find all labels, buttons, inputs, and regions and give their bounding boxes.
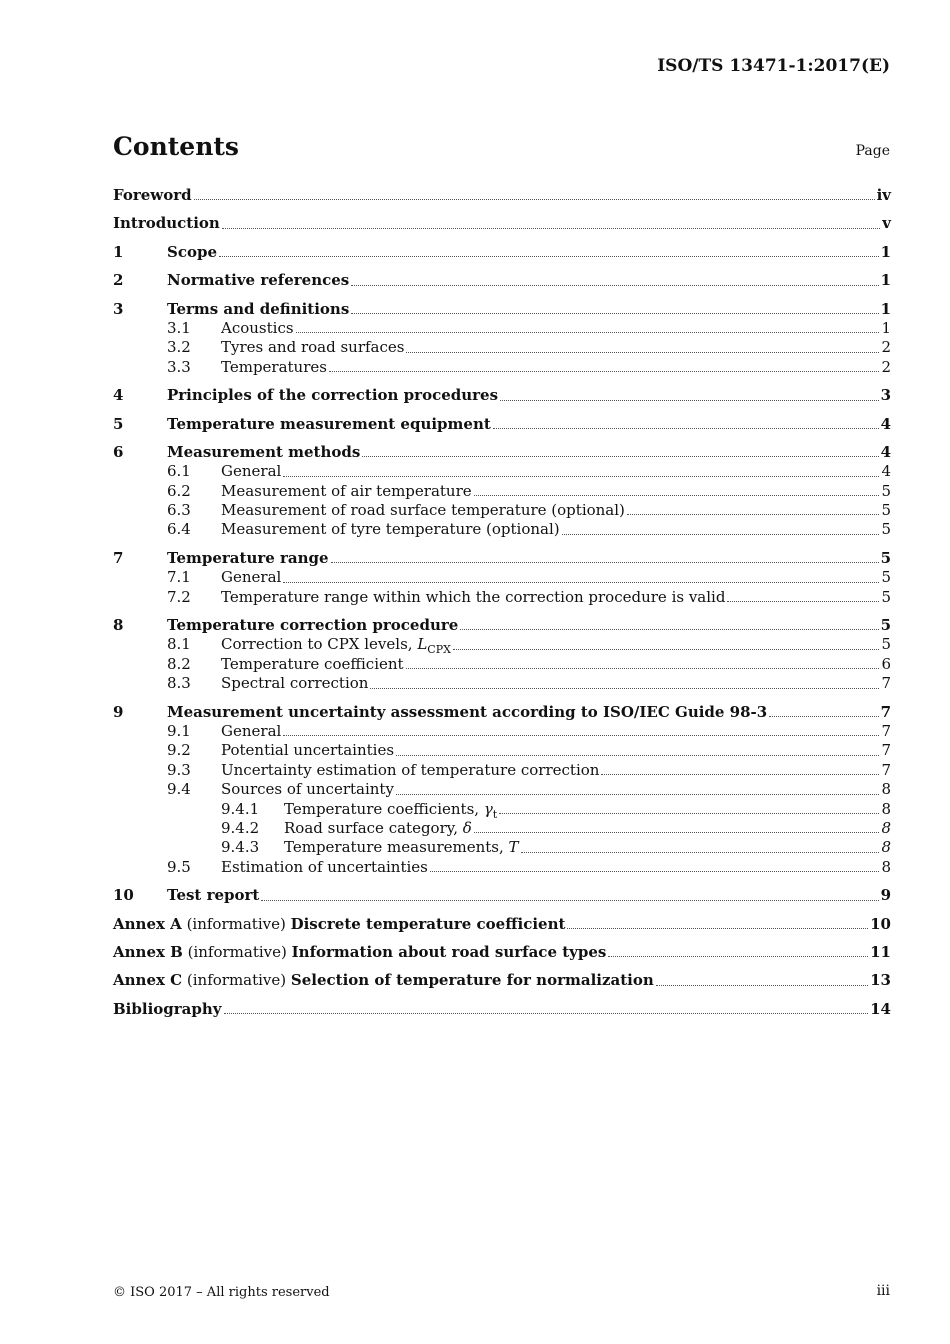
toc-title: Terms and definitions xyxy=(167,299,350,318)
toc-number: 5 xyxy=(113,414,124,433)
leader-dots xyxy=(222,227,880,229)
leader-dots xyxy=(396,793,880,795)
toc-entry-3-2[interactable] xyxy=(113,338,891,357)
toc-page: 1 xyxy=(880,299,891,318)
toc-page: 5 xyxy=(880,548,891,567)
math-symbol: T xyxy=(508,838,519,857)
toc-page: 8 xyxy=(881,780,891,799)
table-of-contents xyxy=(113,186,891,1019)
toc-number: 6.3 xyxy=(167,501,191,520)
toc-page: 1 xyxy=(880,271,891,290)
leader-dots xyxy=(283,734,879,736)
toc-title xyxy=(113,943,606,962)
toc-entry-2[interactable] xyxy=(113,271,891,290)
toc-title-text: Road surface category, xyxy=(284,818,463,837)
toc-entry-7-2[interactable] xyxy=(113,588,891,607)
leader-dots xyxy=(608,955,868,957)
toc-entry-6-2[interactable] xyxy=(113,482,891,501)
copyright-notice: © ISO 2017 – All rights reserved xyxy=(113,1285,330,1300)
toc-page: 2 xyxy=(881,338,891,357)
toc-entry-foreword[interactable] xyxy=(113,186,891,205)
leader-dots xyxy=(521,851,880,853)
toc-number: 3.2 xyxy=(167,338,191,357)
toc-page: 7 xyxy=(881,721,891,740)
leader-dots xyxy=(406,667,880,669)
toc-title xyxy=(284,819,472,838)
toc-number: 7.2 xyxy=(167,587,191,606)
toc-page: iv xyxy=(876,186,891,204)
toc-page: 5 xyxy=(880,616,891,635)
toc-page: 1 xyxy=(881,318,891,337)
leader-dots xyxy=(430,870,880,872)
toc-title: Normative references xyxy=(167,271,350,290)
toc-title-text: Correction to CPX levels, xyxy=(221,635,418,654)
toc-entry-9-5[interactable] xyxy=(113,858,891,877)
toc-title: Temperature range xyxy=(167,548,329,567)
toc-title: Temperature measurement equipment xyxy=(167,414,491,433)
leader-dots xyxy=(283,581,879,583)
toc-title: Measurement of air temperature xyxy=(221,481,472,500)
toc-entry-3-1[interactable] xyxy=(113,319,891,338)
toc-entry-9-4-3[interactable] xyxy=(113,838,891,857)
toc-entry-annex-c[interactable] xyxy=(113,971,891,990)
annex-label: Annex B xyxy=(113,942,183,961)
leader-dots xyxy=(601,773,879,775)
math-symbol: γ xyxy=(483,799,493,818)
leader-dots xyxy=(500,399,879,401)
toc-page: 5 xyxy=(881,481,891,500)
toc-number: 9.4.3 xyxy=(221,838,260,857)
math-symbol: δ xyxy=(462,818,472,837)
leader-dots xyxy=(656,984,868,986)
leader-dots xyxy=(370,687,879,689)
math-symbol: L xyxy=(417,635,428,654)
toc-entry-6[interactable] xyxy=(113,443,891,462)
toc-number: 3 xyxy=(113,299,124,318)
toc-title: Measurement methods xyxy=(167,442,361,461)
toc-page: 8 xyxy=(881,838,891,857)
toc-number: 7 xyxy=(113,548,124,567)
toc-title: Measurement uncertainty assessment according to ISO/IEC Guide 98-3 xyxy=(167,702,768,721)
leader-dots xyxy=(396,754,879,756)
toc-page: v xyxy=(882,214,891,233)
annex-qualifier: (informative) xyxy=(182,942,292,961)
leader-dots xyxy=(224,1012,869,1014)
toc-entry-3-3[interactable] xyxy=(113,358,891,377)
toc-page: 1 xyxy=(880,242,891,261)
toc-number: 1 xyxy=(113,242,124,261)
toc-number: 9.1 xyxy=(167,721,191,740)
annex-title: Information about road surface types xyxy=(291,942,607,961)
annex-label: Annex A xyxy=(113,914,182,933)
toc-title: Temperature coefficient xyxy=(221,654,404,673)
toc-title: General xyxy=(221,462,282,481)
toc-number: 9.4.2 xyxy=(221,818,260,837)
leader-dots xyxy=(453,648,880,650)
page-title: Contents xyxy=(113,132,240,161)
toc-entry-3[interactable] xyxy=(113,300,891,319)
toc-title-text: Temperature measurements, xyxy=(284,838,509,857)
leader-dots xyxy=(499,812,879,814)
toc-page: 7 xyxy=(881,741,891,760)
page-number: iii xyxy=(876,1283,890,1299)
toc-page: 11 xyxy=(870,942,891,961)
toc-title: Temperature range within which the correction procedure is valid xyxy=(221,587,726,606)
toc-title xyxy=(113,915,565,934)
toc-entry-6-3[interactable] xyxy=(113,501,891,520)
leader-dots xyxy=(627,513,880,515)
page-column-label: Page xyxy=(855,143,890,159)
toc-number: 9 xyxy=(113,702,124,721)
leader-dots xyxy=(261,899,878,901)
leader-dots xyxy=(283,475,879,477)
toc-number: 9.5 xyxy=(167,857,191,876)
toc-title: General xyxy=(221,568,282,587)
toc-entry-bibliography[interactable] xyxy=(113,1000,891,1019)
toc-title xyxy=(113,971,654,990)
toc-page: 8 xyxy=(881,818,891,837)
toc-page: 5 xyxy=(881,501,891,520)
toc-page: 5 xyxy=(881,587,891,606)
toc-title: Uncertainty estimation of temperature correction xyxy=(221,760,600,779)
annex-label: Annex C xyxy=(113,971,183,990)
leader-dots xyxy=(493,427,879,429)
math-subscript: CPX xyxy=(427,643,451,657)
toc-page: 6 xyxy=(881,654,891,673)
toc-title: Potential uncertainties xyxy=(221,741,395,760)
toc-entry-9[interactable] xyxy=(113,703,891,722)
leader-dots xyxy=(194,198,875,200)
leader-dots xyxy=(727,600,879,602)
annex-qualifier: (informative) xyxy=(181,914,291,933)
toc-number: 9.4 xyxy=(167,780,191,799)
leader-dots xyxy=(219,255,879,257)
toc-entry-annex-a[interactable] xyxy=(113,915,891,934)
toc-page: 14 xyxy=(870,999,891,1018)
toc-title: Bibliography xyxy=(113,999,222,1018)
toc-number: 6 xyxy=(113,442,124,461)
toc-page: 7 xyxy=(880,702,891,721)
toc-title: Estimation of uncertainties xyxy=(221,857,428,876)
toc-number: 8 xyxy=(113,616,124,635)
toc-page: 5 xyxy=(881,635,891,654)
toc-entry-7[interactable] xyxy=(113,549,891,568)
toc-entry-8-1[interactable] xyxy=(113,635,891,657)
toc-page: 13 xyxy=(870,971,891,990)
leader-dots xyxy=(351,312,878,314)
toc-number: 8.2 xyxy=(167,654,191,673)
leader-dots xyxy=(362,455,878,457)
toc-page: 9 xyxy=(880,886,891,905)
toc-title: Spectral correction xyxy=(221,674,369,693)
toc-title: Test report xyxy=(167,886,260,905)
toc-entry-9-3[interactable] xyxy=(113,761,891,780)
toc-entry-9-4-2[interactable] xyxy=(113,819,891,838)
toc-number: 9.4.1 xyxy=(221,799,260,818)
toc-entry-10[interactable] xyxy=(113,886,891,905)
toc-number: 10 xyxy=(113,886,134,905)
toc-page: 3 xyxy=(880,386,891,405)
document-id: ISO/TS 13471-1:2017(E) xyxy=(657,56,890,76)
toc-page: 10 xyxy=(870,914,891,933)
toc-entry-9-1[interactable] xyxy=(113,722,891,741)
toc-title: Temperature correction procedure xyxy=(167,616,459,635)
toc-title: Measurement of road surface temperature (optional) xyxy=(221,501,625,520)
toc-page: 4 xyxy=(881,462,891,481)
toc-page: 2 xyxy=(881,357,891,376)
toc-entry-introduction[interactable] xyxy=(113,214,891,233)
toc-number: 6.4 xyxy=(167,520,191,539)
toc-title: Principles of the correction procedures xyxy=(167,386,499,405)
toc-number: 8.1 xyxy=(167,635,191,654)
toc-page: 5 xyxy=(881,520,891,539)
toc-number: 2 xyxy=(113,271,124,290)
toc-number: 6.1 xyxy=(167,462,191,481)
toc-entry-6-4[interactable] xyxy=(113,520,891,539)
toc-entry-5[interactable] xyxy=(113,415,891,434)
toc-number: 8.3 xyxy=(167,674,191,693)
toc-page: 8 xyxy=(881,799,891,818)
toc-entry-1[interactable] xyxy=(113,243,891,262)
toc-title: Tyres and road surfaces xyxy=(221,338,405,357)
leader-dots xyxy=(474,831,880,833)
leader-dots xyxy=(406,351,879,353)
leader-dots xyxy=(351,284,878,286)
toc-entry-9-4-1[interactable] xyxy=(113,800,891,819)
toc-entry-9-4[interactable] xyxy=(113,780,891,799)
leader-dots xyxy=(562,533,880,535)
toc-entry-6-1[interactable] xyxy=(113,462,891,481)
toc-number: 6.2 xyxy=(167,481,191,500)
toc-page: 4 xyxy=(880,442,891,461)
toc-title: Scope xyxy=(167,242,218,261)
toc-page: 4 xyxy=(880,414,891,433)
toc-page: 7 xyxy=(881,760,891,779)
toc-page: 5 xyxy=(881,568,891,587)
leader-dots xyxy=(474,494,880,496)
annex-title: Discrete temperature coefficient xyxy=(290,914,566,933)
toc-title: Acoustics xyxy=(221,318,294,337)
toc-entry-8[interactable] xyxy=(113,616,891,635)
toc-title: Foreword xyxy=(113,186,192,204)
toc-entry-4[interactable] xyxy=(113,386,891,405)
toc-title: Temperatures xyxy=(221,357,327,376)
leader-dots xyxy=(331,561,879,563)
toc-number: 3.3 xyxy=(167,357,191,376)
toc-entry-8-3[interactable] xyxy=(113,674,891,693)
toc-page: 7 xyxy=(881,674,891,693)
toc-entry-8-2[interactable] xyxy=(113,655,891,674)
leader-dots xyxy=(769,715,878,717)
toc-entry-7-1[interactable] xyxy=(113,568,891,587)
toc-number: 9.3 xyxy=(167,760,191,779)
toc-number: 3.1 xyxy=(167,318,191,337)
toc-number: 7.1 xyxy=(167,568,191,587)
leader-dots xyxy=(567,927,868,929)
toc-number: 9.2 xyxy=(167,741,191,760)
toc-number: 4 xyxy=(113,386,124,405)
toc-title xyxy=(284,838,519,857)
toc-entry-9-2[interactable] xyxy=(113,741,891,760)
toc-title-text: Temperature coefficients, xyxy=(284,799,484,818)
toc-entry-annex-b[interactable] xyxy=(113,943,891,962)
toc-title: Introduction xyxy=(113,214,220,233)
toc-title: General xyxy=(221,721,282,740)
toc-title: Sources of uncertainty xyxy=(221,780,394,799)
annex-qualifier: (informative) xyxy=(182,971,291,990)
annex-title: Selection of temperature for normalization xyxy=(290,971,654,990)
leader-dots xyxy=(329,370,879,372)
leader-dots xyxy=(296,331,880,333)
toc-title: Measurement of tyre temperature (optional) xyxy=(221,520,560,539)
toc-page: 8 xyxy=(881,857,891,876)
leader-dots xyxy=(460,628,878,630)
math-subscript: t xyxy=(492,807,498,821)
